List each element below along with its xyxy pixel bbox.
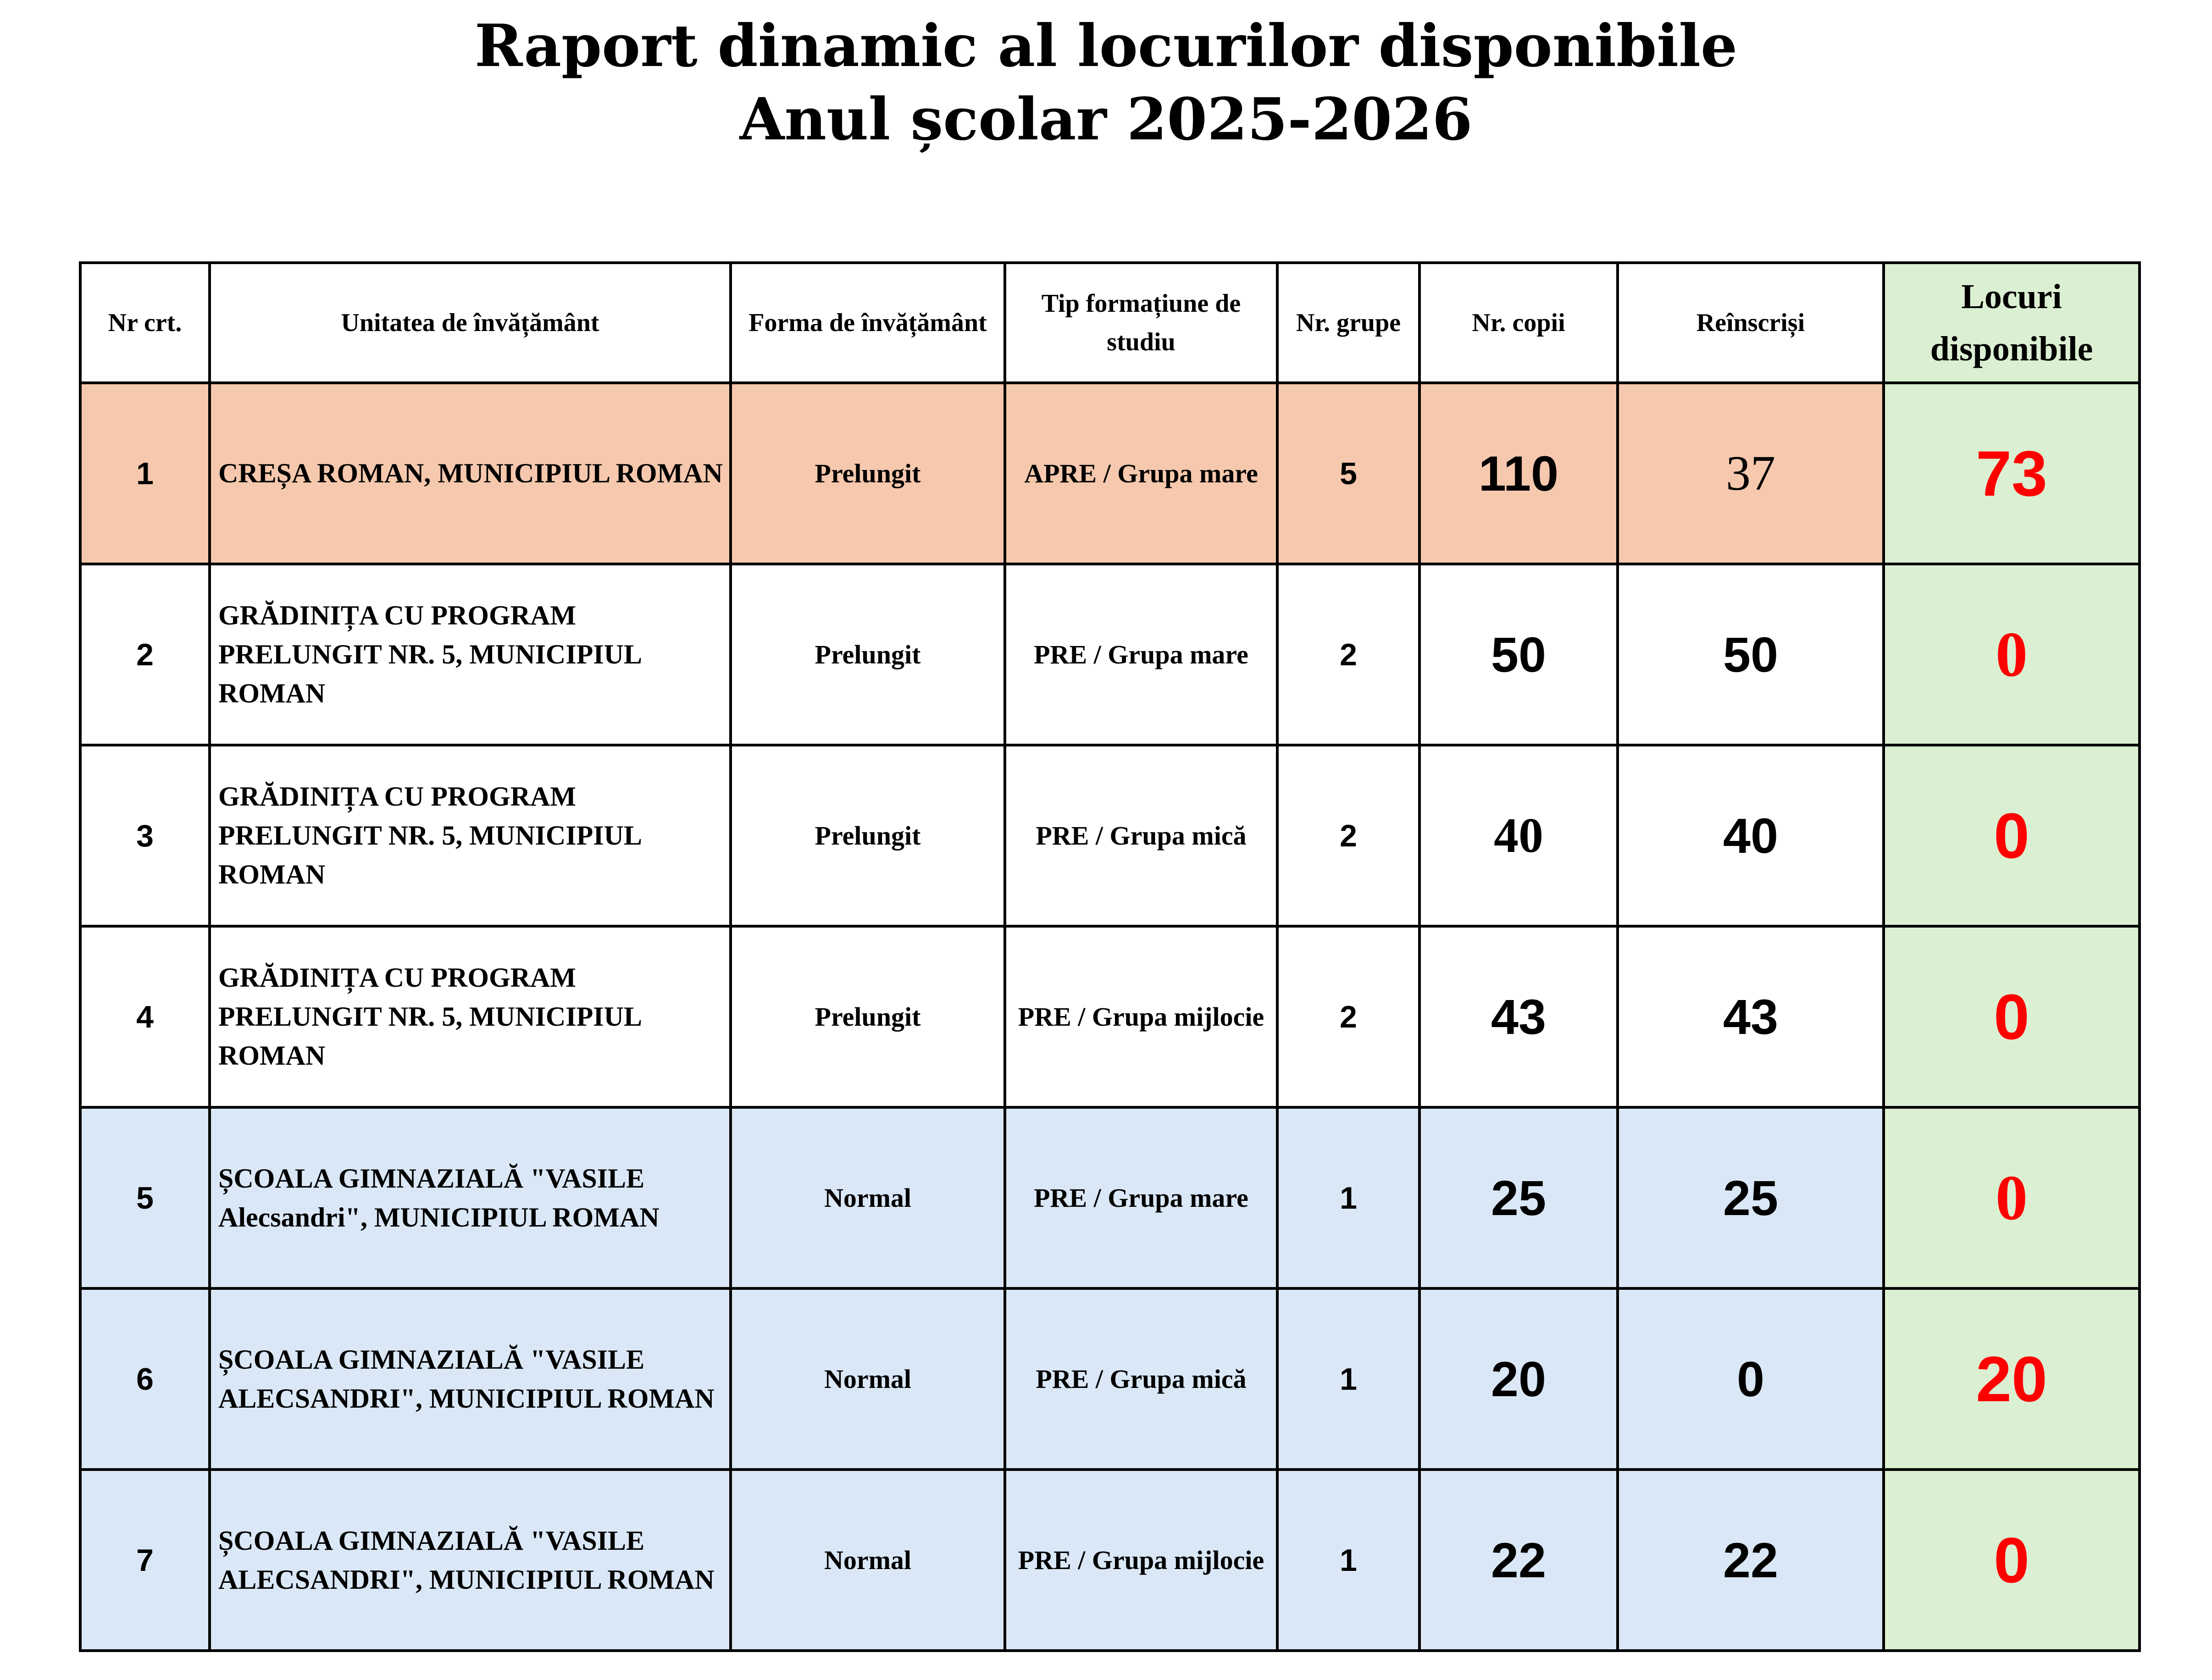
cell-nr: 1 (80, 383, 210, 564)
cell-grupe: 1 (1277, 1107, 1419, 1288)
table-row (80, 564, 2140, 745)
cell-grupe: 2 (1277, 926, 1419, 1107)
cell-copii: 50 (1419, 564, 1618, 745)
cell-forma: Prelungit (731, 564, 1005, 745)
cell-reinscrisi: 40 (1618, 745, 1884, 926)
cell-tip: PRE / Grupa mică (1005, 1288, 1277, 1470)
cell-copii: 25 (1419, 1107, 1618, 1288)
cell-forma: Normal (731, 1288, 1005, 1470)
cell-reinscrisi: 37 (1618, 383, 1884, 564)
title-line-2: Anul școlar 2025-2026 (739, 85, 1473, 153)
table-row (80, 383, 2140, 564)
cell-grupe: 1 (1277, 1288, 1419, 1470)
header-unitate: Unitatea de învățământ (210, 263, 731, 383)
header-nr-crt: Nr crt. (80, 263, 210, 383)
cell-grupe: 2 (1277, 745, 1419, 926)
cell-locuri: 0 (1884, 564, 2140, 745)
cell-reinscrisi: 22 (1618, 1470, 1884, 1651)
table-row (80, 1470, 2140, 1651)
header-forma: Forma de învățământ (731, 263, 1005, 383)
cell-nr: 3 (80, 745, 210, 926)
cell-locuri: 20 (1884, 1288, 2140, 1470)
availability-table (79, 261, 2141, 1652)
cell-locuri: 0 (1884, 745, 2140, 926)
cell-unitate: GRĂDINIȚA CU PROGRAM PRELUNGIT NR. 5, MUNICIPIUL ROMAN (210, 745, 731, 926)
cell-locuri: 0 (1884, 926, 2140, 1107)
table-row (80, 1288, 2140, 1470)
table-row (80, 926, 2140, 1107)
cell-copii: 110 (1419, 383, 1618, 564)
cell-nr: 6 (80, 1288, 210, 1470)
cell-unitate: GRĂDINIȚA CU PROGRAM PRELUNGIT NR. 5, MUNICIPIUL ROMAN (210, 926, 731, 1107)
cell-reinscrisi: 43 (1618, 926, 1884, 1107)
header-locuri: Locuri disponibile (1884, 263, 2140, 383)
cell-forma: Prelungit (731, 926, 1005, 1107)
cell-forma: Normal (731, 1107, 1005, 1288)
cell-reinscrisi: 0 (1618, 1288, 1884, 1470)
header-tip: Tip formațiune de studiu (1005, 263, 1277, 383)
table-row (80, 1107, 2140, 1288)
table-row (80, 745, 2140, 926)
cell-grupe: 2 (1277, 564, 1419, 745)
cell-grupe: 1 (1277, 1470, 1419, 1651)
cell-unitate: ȘCOALA GIMNAZIALĂ "VASILE Alecsandri", MUNICIPIUL ROMAN (210, 1107, 731, 1288)
cell-copii: 40 (1419, 745, 1618, 926)
cell-nr: 7 (80, 1470, 210, 1651)
cell-unitate: ȘCOALA GIMNAZIALĂ "VASILE ALECSANDRI", MUNICIPIUL ROMAN (210, 1288, 731, 1470)
cell-copii: 22 (1419, 1470, 1618, 1651)
cell-tip: PRE / Grupa mare (1005, 1107, 1277, 1288)
cell-tip: PRE / Grupa mare (1005, 564, 1277, 745)
cell-nr: 4 (80, 926, 210, 1107)
cell-unitate: GRĂDINIȚA CU PROGRAM PRELUNGIT NR. 5, MUNICIPIUL ROMAN (210, 564, 731, 745)
cell-tip: PRE / Grupa mijlocie (1005, 1470, 1277, 1651)
cell-locuri: 0 (1884, 1470, 2140, 1651)
cell-copii: 43 (1419, 926, 1618, 1107)
cell-reinscrisi: 25 (1618, 1107, 1884, 1288)
header-reinscrisi: Reînscriși (1618, 263, 1884, 383)
cell-tip: PRE / Grupa mijlocie (1005, 926, 1277, 1107)
header-row (80, 263, 2140, 383)
cell-tip: APRE / Grupa mare (1005, 383, 1277, 564)
cell-forma: Prelungit (731, 383, 1005, 564)
cell-reinscrisi: 50 (1618, 564, 1884, 745)
cell-locuri: 73 (1884, 383, 2140, 564)
cell-nr: 5 (80, 1107, 210, 1288)
title-line-1: Raport dinamic al locurilor disponibile (474, 12, 1738, 80)
report-title (0, 9, 2212, 156)
cell-unitate: ȘCOALA GIMNAZIALĂ "VASILE ALECSANDRI", MUNICIPIUL ROMAN (210, 1470, 731, 1651)
cell-locuri: 0 (1884, 1107, 2140, 1288)
cell-grupe: 5 (1277, 383, 1419, 564)
header-nr-copii: Nr. copii (1419, 263, 1618, 383)
header-nr-grupe: Nr. grupe (1277, 263, 1419, 383)
cell-nr: 2 (80, 564, 210, 745)
cell-forma: Prelungit (731, 745, 1005, 926)
cell-forma: Normal (731, 1470, 1005, 1651)
cell-copii: 20 (1419, 1288, 1618, 1470)
cell-unitate: CREȘA ROMAN, MUNICIPIUL ROMAN (210, 383, 731, 564)
cell-tip: PRE / Grupa mică (1005, 745, 1277, 926)
